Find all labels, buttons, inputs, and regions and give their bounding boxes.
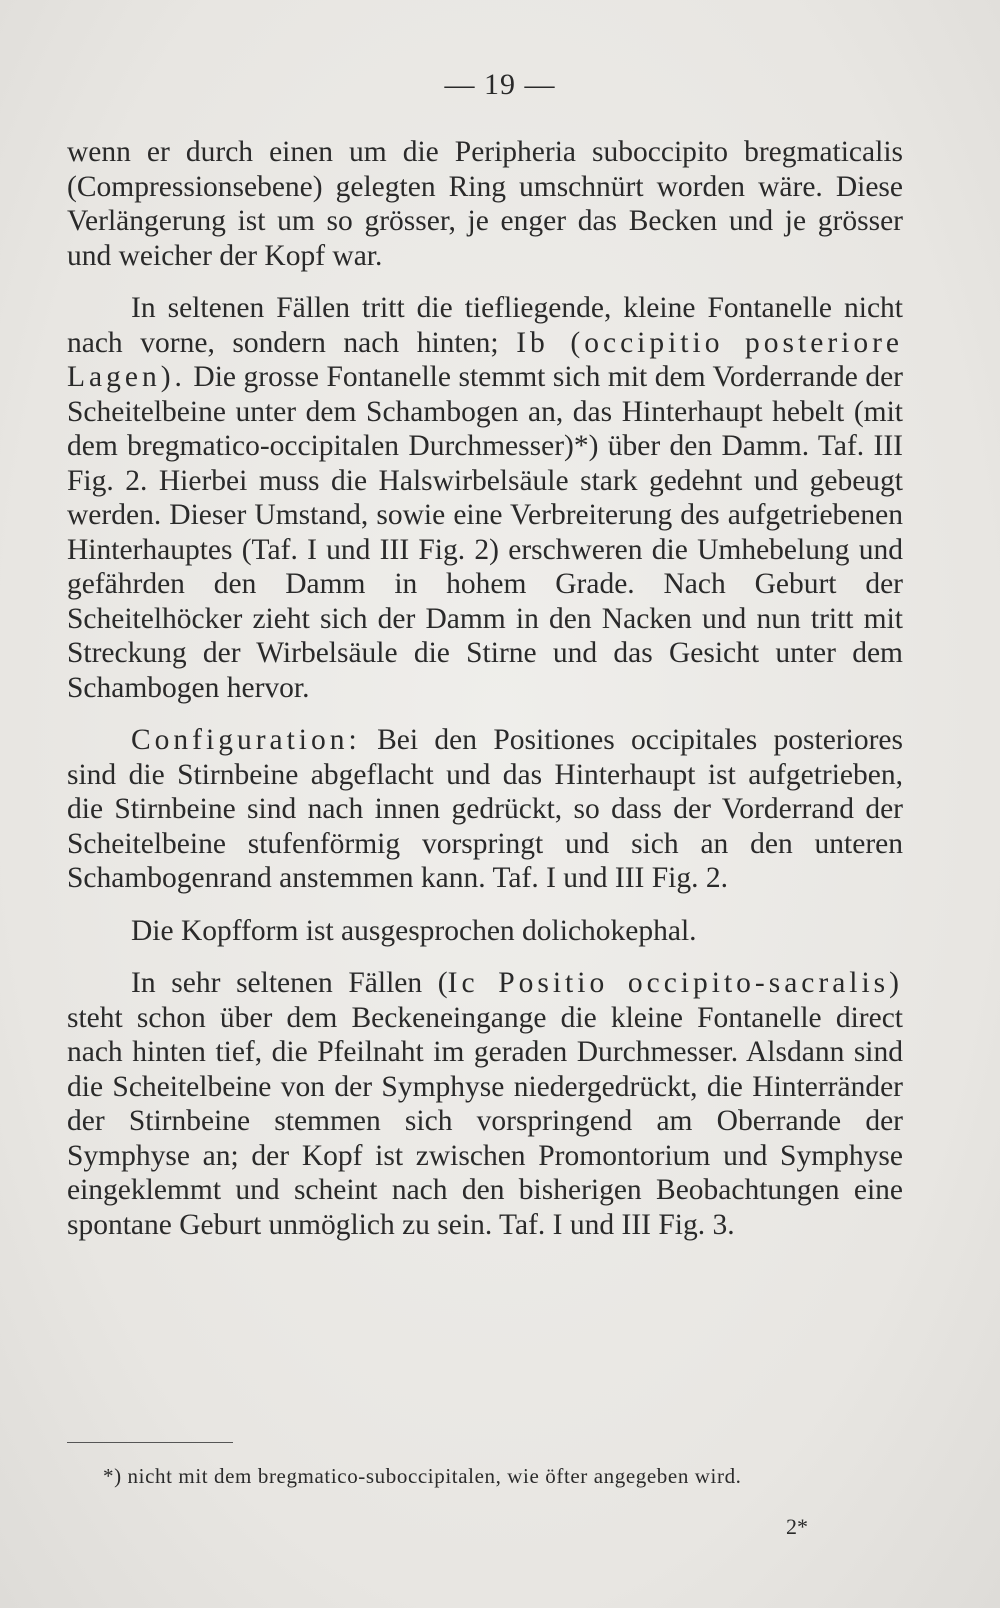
paragraph-3 <box>67 723 903 896</box>
paragraph-2-text-b: Die grosse Fontanelle stemmt sich mit dem Vorderrande der Scheitelbeine unter dem Schambogen an, das Hinterhaupt hebelt (mit dem bregmatico-occipitalen Durchmesser)*) über den Damm. Taf. III Fig. 2. Hierbei muss die Halswirbelsäule stark gedehnt und gebeugt werden. Dieser Umstand, sowie eine Verbreiterung des aufgetriebenen Hinterhauptes (Taf. I und III Fig. 2) erschweren die Umhebelung und gefährden den Damm in hohem Grade. Nach Geburt der Scheitelhöcker zieht sich der Damm in den Nacken und nun tritt mit Streckung der Wirbelsäule die Stirne und das Gesicht unter dem Schambogen hervor. <box>67 361 903 704</box>
body-text <box>67 135 903 1242</box>
paragraph-2-spaced-term: Ib (occipitio posteriore Lagen). <box>67 326 904 393</box>
paragraph-3-text: Bei den Positiones occipitales posteriores sind die Stirnbeine abgeflacht und das Hinterhaupt ist aufgetrieben, die Stirnbeine sind nach innen gedrückt, so dass der Vorderrand der Scheitelbeine stufenförmig vorspringt und sich an den unteren Schambogenrand anstemmen kann. Taf. I und III Fig. 2. <box>67 724 903 894</box>
paragraph-2 <box>67 291 903 705</box>
paragraph-5-text-b: steht schon über dem Beckeneingange die kleine Fontanelle direct nach hinten tief, die Pfeilnaht im geraden Durchmesser. Alsdann sind die Scheitelbeine von der Symphyse niedergedrückt, die Hinterränder der Stirnbeine stemmen sich vorspringend am Oberrande der Symphyse an; der Kopf ist zwischen Promontorium und Symphyse eingeklemmt und scheint nach den bisherigen Beobachtungen eine spontane Geburt unmöglich zu sein. Taf. I und III Fig. 3. <box>67 1001 903 1241</box>
footnote: *) nicht mit dem bregmatico-suboccipitalen, wie öfter angegeben wird. <box>103 1464 742 1488</box>
paragraph-1-text: wenn er durch einen um die Peripheria suboccipito bregmaticalis (Compressionsebene) gelegten Ring umschnürt worden wäre. Diese Verlängerung ist um so grösser, je enger das Becken und je grösser und weicher der Kopf war. <box>67 136 903 272</box>
footnote-divider <box>67 1442 233 1443</box>
paragraph-4 <box>67 914 903 949</box>
paragraph-1 <box>67 135 903 273</box>
signature-mark: 2* <box>786 1514 808 1539</box>
page-number: — 19 — <box>444 68 556 101</box>
paragraph-4-text: Die Kopfform ist ausgesprochen dolichokephal. <box>131 914 697 947</box>
paragraph-5-text-a: In sehr seltenen Fällen ( <box>131 967 448 999</box>
paragraph-5 <box>67 966 903 1242</box>
paragraph-5-spaced-term: Ic Positio occipito-sacralis) <box>447 967 903 999</box>
paragraph-2-text-a: In seltenen Fällen tritt die tiefliegende, kleine Fontanelle nicht nach vorne, sondern nach hinten; <box>67 292 903 359</box>
paragraph-3-spaced-term: Configuration: <box>131 724 361 756</box>
